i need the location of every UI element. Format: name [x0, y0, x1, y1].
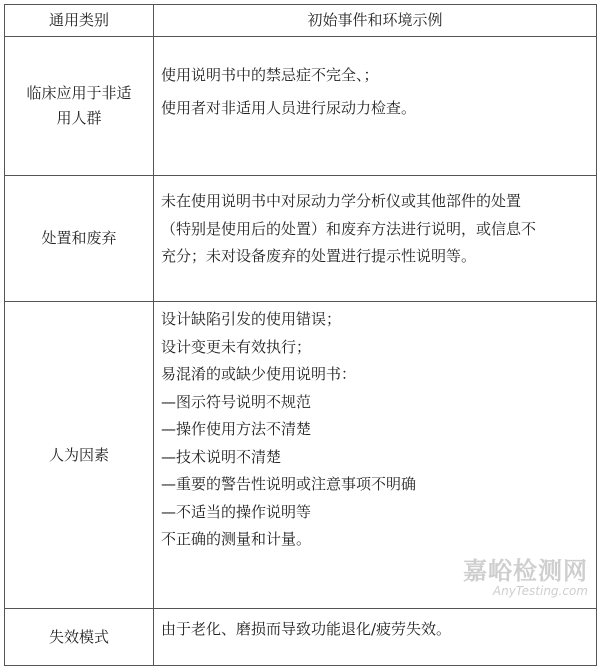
category-cell — [5, 302, 154, 609]
example-text: —图示符号说明不规范 — [161, 392, 312, 411]
example-text: —操作使用方法不清楚 — [161, 420, 312, 438]
example-text: 使用者对非适用人员进行尿动力检查。 — [161, 99, 417, 117]
category-text: 人为因素 — [48, 445, 109, 464]
example-text: —不适当的操作说明等 — [161, 502, 312, 521]
example-text: （特别是使用后的处置）和废弃方法进行说明，或信息不 — [161, 219, 537, 238]
category-text: 临床应用于非适 — [26, 84, 132, 102]
example-text: 不正确的测量和计量。 — [161, 530, 312, 548]
table-row — [5, 609, 597, 666]
example-cell — [154, 37, 597, 176]
category-cell — [5, 37, 154, 176]
category-cell — [5, 609, 154, 666]
table-row — [5, 302, 597, 609]
example-text: 未在使用说明书中对尿动力学分析仪或其他部件的处置 — [161, 192, 522, 210]
category-text: 失效模式 — [48, 627, 109, 646]
example-cell — [154, 609, 597, 666]
example-text: —技术说明不清楚 — [161, 447, 282, 466]
header-category: 通用类别 — [5, 5, 154, 37]
table-header-row — [5, 5, 597, 37]
example-cell — [154, 176, 597, 302]
watermark-text-cn: 嘉峪检测网 — [463, 557, 588, 585]
example-text: 充分；未对设备废弃的处置进行提示性说明等。 — [161, 247, 477, 265]
example-text: 由于老化、磨损而导致功能退化/疲劳失效。 — [161, 620, 452, 638]
example-text: 使用说明书中的禁忌症不完全、； — [161, 66, 379, 84]
category-text: 用人群 — [56, 109, 102, 127]
example-text: 易混淆的或缺少使用说明书： — [161, 365, 357, 383]
category-text: 处置和废弃 — [41, 229, 117, 247]
example-text: 设计变更未有效执行； — [161, 337, 312, 356]
table-row — [5, 176, 597, 302]
example-text: 设计缺陷引发的使用错误； — [161, 310, 342, 328]
example-text: —重要的警告性说明或注意事项不明确 — [161, 475, 417, 493]
header-examples: 初始事件和环境示例 — [154, 5, 597, 37]
watermark-text-en: AnyTesting.com — [492, 584, 588, 598]
example-cell — [154, 302, 597, 609]
table-row — [5, 37, 597, 176]
category-cell — [5, 176, 154, 302]
risk-table — [4, 4, 597, 666]
